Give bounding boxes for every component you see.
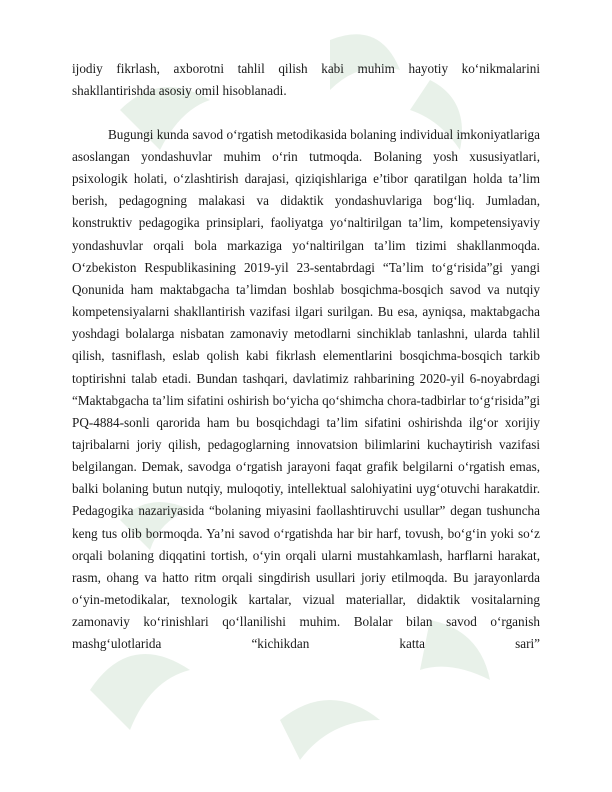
paragraph-1: ijodiy fikrlash, axborotni tahlil qilish kabi muhim hayotiy ko‘nikmalarini shakllantirishda asosiy omil hisoblanadi.: [72, 61, 540, 99]
body-text: [72, 58, 540, 656]
paragraph-2: Bugungi kunda savod o‘rgatish metodikasida bolaning individual imkoniyatlariga asoslangan yondashuvlar muhim o‘rin tutmoqda. Bolaning yosh xususiyatlari, psixologik holati, o‘zlashtirish darajasi, qiziqishlariga e’tibor qaratilgan holda ta’lim berish, pedagogning malakasi va didaktik yondashuvlariga bog‘liq. Jumladan, konstruktiv pedagogika prinsiplari, faoliyatga yo‘naltirilgan ta’lim, kompetensiyaviy yondashuvlar orqali bola markaziga yo‘naltirilgan ta’lim tizimi shakllanmoqda. O‘zbekiston Respublikasining 2019-yil 23-sentabrdagi “Ta’lim to‘g‘risida”gi yangi Qonunida ham maktabgacha ta’limdan boshlab bosqichma-bosqich savod va nutqiy kompetensiyalarni shakllantirish vazifasi ilgari surilgan. Bu esa, ayniqsa, maktabgacha yoshdagi bolalarga nisbatan zamonaviy metodlarni sinchiklab tanlashni, ularda tahlil qilish, tasniflash, eslab qolish kabi fikrlash elementlarini bosqichma-bosqich tarkib toptirishni talab etadi. Bundan tashqari, davlatimiz rahbarining 2020-yil 6-noyabrdagi “Maktabgacha ta’lim sifatini oshirish bo‘yicha qo‘shimcha chora-tadbirlar to‘g‘risida”gi PQ-4884-sonli qarorida ham bu bosqichdagi ta’lim sifatini oshirishda ilg‘or xorijiy tajribalarni joriy qilish, pedagoglarning innovatsion bilimlarini kuchaytirish vazifasi belgilangan. Demak, savodga o‘rgatish jarayoni faqat grafik belgilarni o‘rgatish emas, balki bolaning butun nutqiy, muloqotiy, intellektual salohiyatini uyg‘otuvchi harakatdir. Pedagogika nazariyasida “bolaning miyasini faollashtiruvchi usullar” degan tushuncha keng tus olib bormoqda. Ya’ni savod o‘rgatishda har bir harf, tovush, bo‘g‘in yoki so‘z orqali bolaning diqqatini tortish, o‘yin orqali ularni mustahkamlash, harflarni harakat, rasm, ohang va hatto ritm orqali singdirish usullari joriy etilmoqda. Bu jarayonlarda o‘yin-metodikalar, texnologik kartalar, vizual materiallar, didaktik vositalarning zamonaviy ko‘rinishlari qo‘llanilishi muhim. Bolalar bilan savod o‘rganish mashg‘ulotlarida “kichikdan katta sari”: [72, 126, 540, 652]
